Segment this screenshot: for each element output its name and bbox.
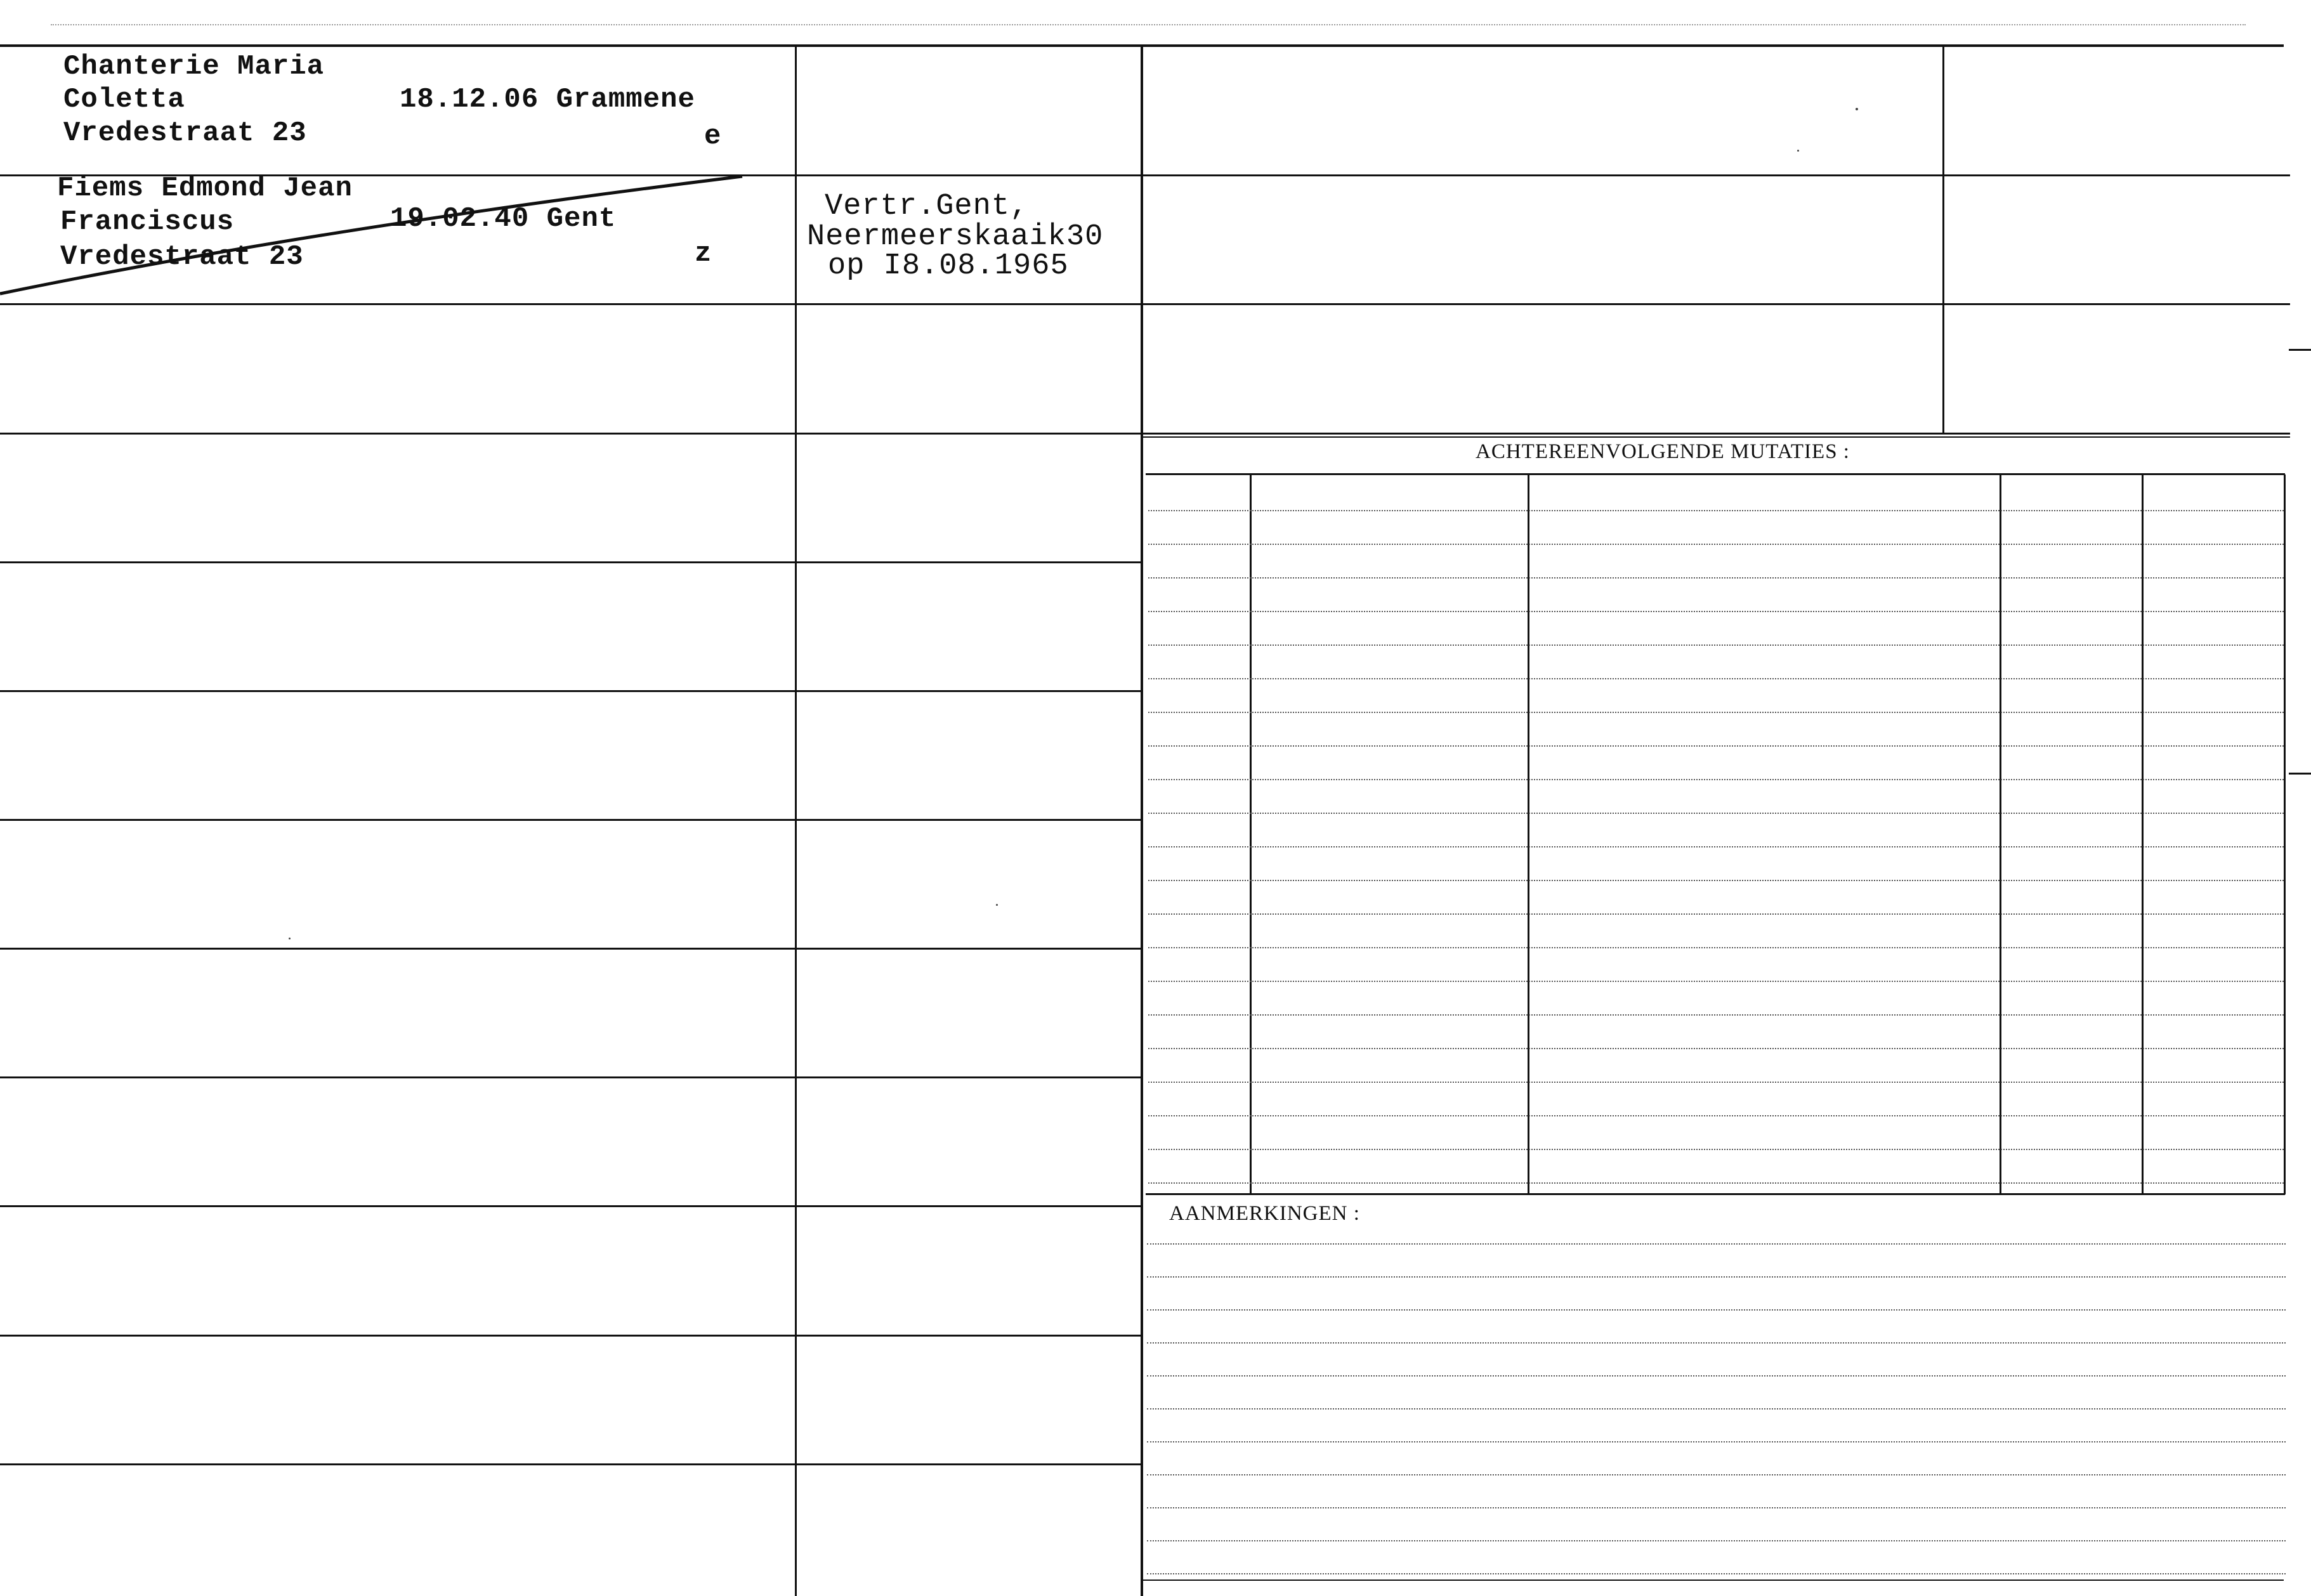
mutations-top-border [1142,436,2290,438]
mutations-table-bottom [1146,1193,2285,1195]
mutation-row [1148,1149,2284,1150]
mutation-row [1148,1048,2284,1049]
mutation-row [1148,544,2284,545]
entry-2-birth: 19.02.40 Gent [390,203,617,235]
entry-2-name-line2: Franciscus [60,206,235,238]
entry-1-code: e [704,121,722,152]
scan-speck [289,938,291,939]
column-divider-2 [1141,47,1143,1596]
margin-tick [2289,773,2311,775]
remark-row [1147,1375,2286,1377]
mutation-row [1148,644,2284,646]
column-divider-3 [1942,47,1944,433]
remark-row [1147,1243,2286,1245]
row-line [0,303,1142,305]
row-line [0,1205,1142,1207]
remark-row [1147,1441,2286,1442]
mutation-row [1148,779,2284,780]
remark-row [1147,1540,2286,1541]
mutation-row [1148,913,2284,915]
entry-2-name-line1: Fiems Edmond Jean [57,173,353,204]
scan-speck [1797,150,1799,152]
scan-speck [1856,108,1858,110]
remark-row [1147,1309,2286,1311]
remark-row [1147,1276,2286,1278]
entry-2-address: Vredestraat 23 [60,241,304,273]
mutation-row [1148,611,2284,612]
remark-row [1147,1408,2286,1410]
entry-1-name-line2: Coletta [63,84,185,115]
header-remnant [51,24,2246,25]
margin-tick [2289,349,2311,351]
mutation-row [1148,947,2284,948]
mutations-table-top [1146,473,2285,475]
mutations-col-divider [1528,474,1529,1194]
mutation-row [1148,1115,2284,1116]
row-line [0,690,1142,692]
column-divider-1 [795,47,797,1596]
mutations-col-divider [1250,474,1252,1194]
entry-1-name-line1: Chanterie Maria [63,51,325,82]
mutation-row [1148,981,2284,982]
entry-1-birth: 18.12.06 Grammene [400,84,695,115]
remarks-title: AANMERKINGEN : [1169,1202,1360,1225]
right-row-line [1142,433,2290,435]
mutations-col-divider [2000,474,2001,1194]
remark-line-1: Vertr.Gent, [825,190,1029,223]
mutation-row [1148,712,2284,713]
entry-1-address: Vredestraat 23 [63,117,307,149]
row-line [0,948,1142,950]
scan-speck [996,904,998,906]
row-line [0,1076,1142,1078]
remarks-bottom [1142,1580,2284,1581]
mutation-row [1148,1182,2284,1184]
remark-row [1147,1342,2286,1344]
mutation-row [1148,678,2284,679]
row-line [0,1335,1142,1337]
row-line [0,433,1142,435]
right-row-line [1142,303,2290,305]
strike-through-line [0,171,749,298]
remark-row [1147,1507,2286,1508]
remark-row [1147,1573,2286,1574]
row-line [0,561,1142,563]
row-line [0,819,1142,821]
mutations-title: ACHTEREENVOLGENDE MUTATIES : [1476,440,1850,463]
mutation-row [1148,1014,2284,1016]
mutation-row [1148,1082,2284,1083]
mutation-row [1148,880,2284,881]
right-row-line [1142,174,2290,176]
remark-row [1147,1474,2286,1475]
remark-line-2: Neermeerskaaik30 [807,220,1104,254]
mutations-col-divider [2284,474,2286,1194]
mutations-col-divider [2142,474,2144,1194]
mutation-row [1148,745,2284,747]
mutation-row [1148,577,2284,579]
entry-2-code: z [695,238,712,270]
mutation-row [1148,813,2284,814]
remark-line-3: op I8.08.1965 [828,249,1069,283]
mutation-row [1148,846,2284,847]
row-line [0,1463,1142,1465]
mutation-row [1148,510,2284,511]
